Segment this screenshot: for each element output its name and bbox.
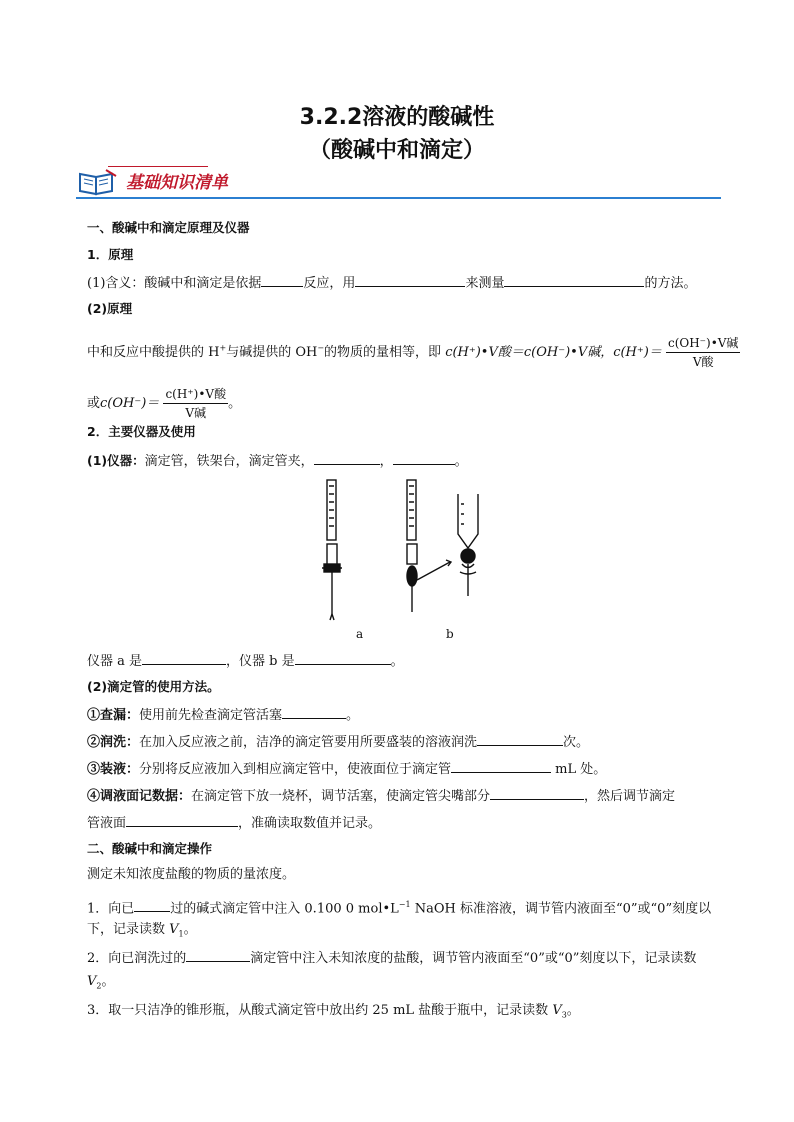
subheading-principle: 1．原理 bbox=[87, 247, 134, 262]
definition-line: (1)含义：酸碱中和滴定是依据 反应，用 来测量 的方法。 bbox=[87, 273, 727, 293]
operation-step-1-cont: 下，记录读数 $V_1$。 bbox=[87, 922, 197, 939]
banner-label: 基础知识清单 bbox=[126, 173, 228, 193]
instrument-names-line: 仪器 a 是 ，仪器 b 是 。 bbox=[87, 651, 727, 671]
banner-top-rule bbox=[108, 166, 208, 167]
usage-step-4-cont: 管液面 ，准确读取数值并记录。 bbox=[87, 813, 727, 833]
burette-figure bbox=[300, 476, 500, 626]
usage-step-2: ②润洗：在加入反应液之前，洁净的滴定管要用所要盛装的溶液润洗 次。 bbox=[87, 732, 727, 752]
figure-label-b: b bbox=[446, 627, 454, 641]
principle-heading: (2)原理 bbox=[87, 301, 133, 316]
principle-line-2: 或c(OH⁻)＝ $\frac{\text{c(H⁺)•V酸}}{\text{V碱}}$ 。 bbox=[87, 387, 242, 420]
operation-step-1: 1．向已 过的碱式滴定管中注入 0.100 0 $mol•L^{-1}$ NaOH 标准溶液，调节管内液面至“0”或“0”刻度以 bbox=[87, 900, 712, 917]
fraction-oh: $\frac{\text{c(H⁺)•V酸}}{\text{V碱}}$ bbox=[165, 387, 227, 420]
page-title-line2: （酸碱中和滴定） bbox=[308, 138, 485, 163]
section2-heading: 二、酸碱中和滴定操作 bbox=[87, 841, 213, 856]
section1-heading: 一、酸碱中和滴定原理及仪器 bbox=[87, 220, 250, 235]
banner-divider bbox=[76, 197, 721, 199]
usage-heading: (2)滴定管的使用方法。 bbox=[87, 679, 220, 694]
usage-step-3: ③装液：分别将反应液加入到相应滴定管中，使液面位于滴定管 mL 处。 bbox=[87, 759, 727, 779]
page-title-line1: 3.2.2溶液的酸碱性 bbox=[299, 105, 495, 130]
usage-step-4: ④调液面记数据：在滴定管下放一烧杯，调节活塞，使滴定管尖嘴部分 ，然后调节滴定 bbox=[87, 786, 727, 806]
operation-step-3: 3．取一只洁净的锥形瓶，从酸式滴定管中放出约 25 mL 盐酸于瓶中，记录读数 $V_3$。 bbox=[87, 1003, 580, 1020]
figure-label-a: a bbox=[356, 627, 364, 641]
instruments-line: (1)仪器：滴定管，铁架台，滴定管夹， ， 。 bbox=[87, 453, 468, 469]
usage-step-1: ①查漏：使用前先检查滴定管活塞 。 bbox=[87, 705, 727, 725]
section2-intro: 测定未知浓度盐酸的物质的量浓度。 bbox=[87, 867, 296, 882]
operation-step-2-cont: $V_2$。 bbox=[87, 974, 115, 991]
principle-line: 中和反应中酸提供的 H+与碱提供的 OH−的物质的量相等，即 c(H⁺)•V酸＝c(OH⁻)•V碱，c(H⁺)＝ $\frac{\text{c(OH⁻)•V碱}}{\text{V酸}}$ bbox=[87, 336, 739, 369]
operation-step-2: 2．向已润洗过的 滴定管中注入未知浓度的盐酸，调节管内液面至“0”或“0”刻度以下，记录读数 bbox=[87, 948, 727, 968]
subheading-instruments: 2．主要仪器及使用 bbox=[87, 424, 196, 439]
book-icon bbox=[76, 168, 118, 196]
fraction-h: $\frac{\text{c(OH⁻)•V碱}}{\text{V酸}}$ bbox=[667, 336, 739, 369]
